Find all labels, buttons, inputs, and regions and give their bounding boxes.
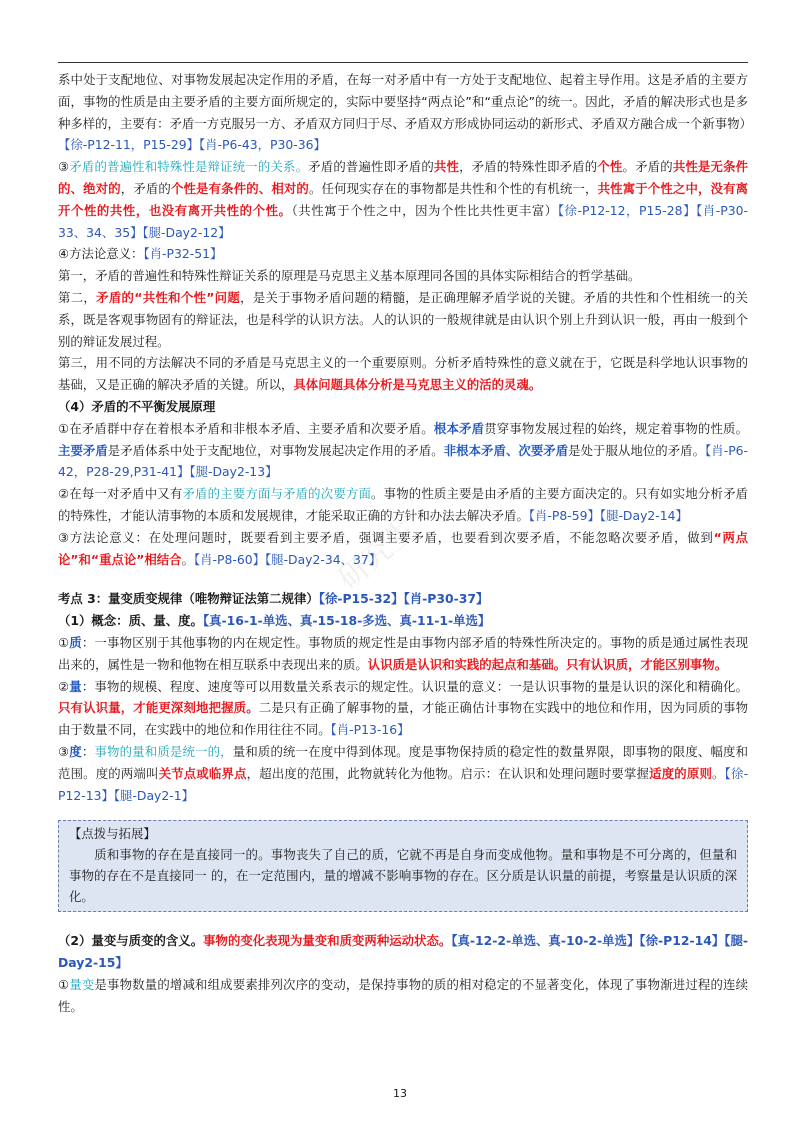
paragraph-aspects [58, 483, 748, 527]
text: ③ [58, 743, 70, 759]
emphasis: 个性是有条件的、相对的 [170, 180, 309, 196]
highlight: 矛盾的主要方面与矛盾的次要方面 [182, 486, 372, 502]
text: ：事物的规模、程度、速度等可以用数量关系表示的规定性。认识量的意义：一是认识事物的量是认识的深化和精确化。 [81, 678, 749, 694]
text: ：一事物区别于其他事物的内在规定性。事物质的规定性是由事物内部矛盾的特殊性所决定的。事物的质是通过属性表现出来的，属性是一物和他物在相互联系中表现出来的质。 [58, 634, 749, 672]
emphasis: 共性寓于个性之中，没有离开个性的共性，也没有离开共性的个性。 [58, 180, 749, 218]
term: 主要矛盾 [58, 442, 108, 458]
text: ①在矛盾群中存在着根本矛盾和非根本矛盾、主要矛盾和次要矛盾。 [58, 420, 434, 436]
text: ，超出度的范围，此物就转化为他物。启示：在认识和处理问题时要掌握 [246, 765, 650, 781]
text: 第一，矛盾的普遍性和特殊性辩证关系的原理是马克思主义基本原理同各国的具体实际相结合的哲学基础。 [58, 268, 641, 284]
text: ① [58, 634, 70, 650]
text: 。 [181, 551, 194, 567]
text: 量和质的统一在度中得到体现。度是事物保持质的稳定性的数量界限，即事物的限度、幅度和范围。度的两端叫 [58, 743, 749, 781]
text: ： [81, 743, 95, 759]
emphasis: 具体问题具体分析是马克思主义的活的灵魂。 [293, 377, 542, 393]
text: ④方法论意义： [58, 246, 144, 262]
page-number: 13 [393, 1087, 407, 1100]
highlight: 事物的量和质是统一的， [94, 743, 233, 759]
text: 是处于服从地位的矛盾。 [568, 442, 706, 458]
reference: 【徐-P15-32】【肖-P30-37】 [318, 591, 489, 607]
text: 。任何现实存在的事物都是共性和个性的有机统一， [308, 180, 598, 196]
reference: 【肖-P6-42，P28-29,P31-41】【腿-Day2-13】 [58, 442, 749, 480]
reference: 【真-16-1-单选、真-15-18-多选、真-11-1-单选】 [202, 613, 491, 629]
text: 二是只有正确了解事物的量，才能正确估计事物在实践中的地位和作用，因为同质的事物由于数量不同，在实践中的地位和作用往往不同。 [58, 700, 749, 738]
text: ，矛盾的特殊性即矛盾的 [459, 159, 598, 175]
text: 贯穿事物发展过程的始终，规定着事物的性质。 [484, 420, 749, 436]
paragraph-degree [58, 741, 748, 806]
header-rule [58, 62, 748, 63]
text: 矛盾的普遍性即矛盾的 [308, 159, 434, 175]
reference: 【肖-P8-59】【腿-Day2-14】 [528, 507, 688, 523]
term: 根本矛盾 [433, 420, 485, 436]
paragraph-main-aspect [58, 69, 752, 156]
text: ① [58, 976, 70, 992]
emphasis: 共性是无条件的、绝对的 [58, 159, 749, 196]
tips-text: 质和事物的存在是直接同一的。事物丧失了自己的质，它就不再是自身而变成他物。量和事物是不可分离的，但量和事物的存在不是直接同一 的，在一定范围内，量的增减不影响事物的存在。区分质是认识量的前提，考察量是认识质的深化。 [69, 847, 737, 905]
reference: 【肖-P13-16】 [330, 722, 410, 738]
watermark: 研究生 [331, 512, 423, 598]
text: ②在每一对矛盾中又有 [58, 486, 183, 502]
reference: 【徐-P12-11，P15-29】【肖-P6-43，P30-36】 [58, 137, 326, 153]
spacer [58, 570, 748, 588]
reference: 【肖-P8-60】【腿-Day2-34、37】 [193, 551, 382, 567]
text: （共性寓于个性之中，因为个性比共性更丰富） [291, 202, 558, 218]
reference: 【肖-P32-51】 [143, 246, 223, 262]
paragraph-methodology [58, 243, 748, 265]
text: 。事物的性质主要是由矛盾的主要方面决定的。只有如实地分析矛盾的特殊性，才能认清事物的本质和发展规律，才能采取正确的方针和办法去解决矛盾。 [58, 486, 749, 523]
term: 质 [69, 634, 82, 650]
text: 第三，用不同的方法解决不同的矛盾是马克思主义的一个重要原则。分析矛盾特殊性的意义就在于，它既是科学地认识事物的基础，又是正确的解决矛盾的关键。所以， [58, 355, 748, 393]
text: ③ [58, 159, 70, 175]
heading-text: （1）概念：质、量、度。 [58, 613, 203, 629]
paragraph-quantitative-change [58, 974, 748, 1018]
highlight: 量变 [69, 976, 95, 992]
emphasis: 共性 [433, 159, 460, 175]
text: 系中处于支配地位、对事物发展起决定作用的矛盾，在每一对矛盾中有一方处于支配地位、起着主导作用。这是矛盾的主要方面，事物的性质是由主要矛盾的主要方面所规定的，实际中要坚持“两点论”和“重点论”的统一。因此，矛盾的解决形式也是多种多样的，主要有：矛盾一方克服另一方、矛盾双方同归于尽、矛盾双方形成协同运动的新形式、矛盾双方融合成一个新事物） [58, 72, 752, 131]
text: 是矛盾体系中处于支配地位，对事物发展起决定作用的矛盾。 [107, 442, 444, 458]
emphasis: 适度的原则 [649, 765, 713, 781]
emphasis: 个性 [597, 159, 623, 175]
heading-text: （2）量变与质变的含义。 [58, 933, 204, 949]
heading-unbalanced: （4）矛盾的不平衡发展原理 [58, 398, 216, 414]
heading-quantitative-qualitative [58, 930, 748, 974]
term: 非根本矛盾、次要矛盾 [443, 442, 569, 458]
highlight: 矛盾的普遍性和特殊性是辩证统一的关系。 [69, 159, 309, 175]
emphasis: “两点论”和“重点论”相结合 [58, 529, 748, 567]
text: ，是关于事物矛盾问题的精髓，是正确理解矛盾学说的关键。矛盾的共性和个性相统一的关系，既是客观事物固有的辩证法，也是科学的认识方法。人的认识的一般规律就是由认识个别上升到认识一般，再由一般到个别的辩证发展过程。 [58, 289, 749, 349]
text: ，矛盾的 [120, 180, 171, 196]
text: 。矛盾的 [622, 159, 673, 175]
paragraph-contradiction-group [58, 418, 748, 483]
text: 第二， [58, 289, 97, 305]
emphasis: 认识质是认识和实践的起点和基础。只有认识质，才能区别事物。 [367, 656, 728, 672]
tips-box [58, 820, 748, 912]
heading-text: 考点 3：量变质变规律（唯物辩证法第二规律） [58, 591, 319, 607]
term: 量 [69, 678, 82, 694]
emphasis: 关节点或临界点 [158, 765, 247, 781]
paragraph-third [58, 352, 748, 396]
emphasis: 只有认识量，才能更深刻地把握质。 [58, 700, 259, 716]
emphasis: 矛盾的“共性和个性”问题 [96, 289, 241, 305]
paragraph-universality [58, 156, 748, 243]
term: 度 [69, 743, 82, 759]
paragraph-quantity [58, 676, 748, 741]
paragraph-first [58, 265, 748, 287]
page-content [58, 62, 752, 1017]
reference: 【徐-P12-13】【腿-Day2-1】 [58, 765, 749, 803]
heading-key-point-3 [58, 588, 748, 610]
text: 。 [712, 765, 725, 781]
reference: 【徐-P12-12，P15-28】【肖-P30-33、34、35】【腿-Day2-12】 [58, 202, 748, 240]
text: ③方法论意义：在处理问题时，既要看到主要矛盾，强调主要矛盾，也要看到次要矛盾，不能忽略次要矛盾，做到 [58, 529, 714, 545]
paragraph-second [58, 287, 748, 352]
reference: 【真-12-2-单选、真-10-2-单选】【徐-P12-14】【腿-Day2-15】 [58, 933, 749, 971]
tips-title: 【点拨与拓展】 [69, 826, 156, 842]
paragraph-methodology-2 [58, 527, 748, 571]
text: ② [58, 678, 70, 694]
emphasis: 事物的变化表现为量变和质变两种运动状态。 [203, 933, 452, 949]
heading-concepts [58, 610, 748, 632]
text: 是事物数量的增减和组成要素排列次序的变动，是保持事物的质的相对稳定的不显著变化，体现了事物渐进过程的连续性。 [58, 976, 749, 1014]
paragraph-quality [58, 632, 748, 676]
